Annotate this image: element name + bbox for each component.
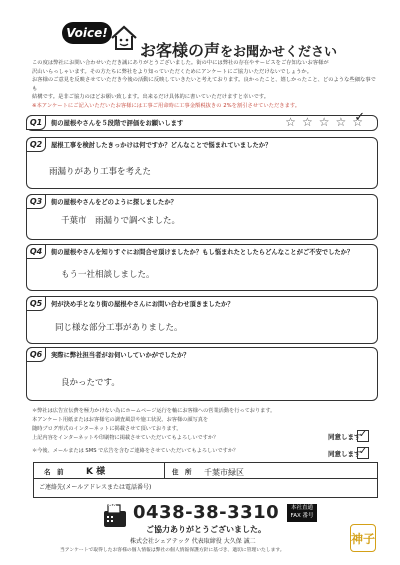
address-label: 住 所 [172,468,192,476]
contact-label: ご連絡先(メールアドレスまたは電話番号) [39,484,152,491]
direct-line2: FAX 番号 [290,513,314,519]
star-icon[interactable]: ☆ [335,115,347,129]
consent-notes [32,407,332,456]
question-block-q1 [26,115,378,131]
question-number: Q1 [26,115,46,130]
direct-line1: 本社直通 [290,505,313,511]
answer-text: もう一社相談しました。 [61,270,155,280]
intro-text [32,59,378,111]
address-value[interactable]: 千葉市緑区 [204,468,244,477]
star-icon[interactable]: ☆ [301,115,313,129]
agree-label-publish: 同意します [328,433,361,441]
agree-label-contact: 同意します [328,450,361,458]
title-main: お客様の声 [140,41,221,60]
intro-line: 沢山いらっしゃいます。その方たちに弊社をより知っていただくためにアンケートにご協力いただけないでしょうか。 [32,68,312,75]
note-line: 本アンケート用紙またはお客様宅の調査風景や施工状況、お客様の顔写真を [32,417,209,423]
question-text: 街の屋根やさんを５段階で評価をお願いします [51,120,184,127]
name-value[interactable]: K 様 [86,467,106,477]
company-name: 株式会社シェアテック 代表取締役 大久保 誠二 [130,538,256,545]
fax-number: 0438-38-3310 [133,502,280,523]
question-block-q6 [26,347,378,401]
note-line: ＊弊社は広告宣伝費を極力かけない為にホームページ运行を軸にお客様への営業活動を行っております。 [32,408,276,414]
rating-stars[interactable] [285,115,363,129]
question-number: Q6 [26,347,46,362]
answer-text: 雨漏りがあり工事を考えた [49,167,152,177]
customer-info-box [33,462,378,498]
star-icon-selected[interactable]: ☆ ✓ [352,115,363,129]
page-title [140,38,337,61]
question-block-q5 [26,296,378,344]
question-text: 屋根工事を検討したきっかけは何ですか？どんなことで悩まれていましたか？ [51,142,272,149]
note-line: ＊今後、メールまたは SMS で広告を含むご連絡をさせていただいてもよろしいですか？ [32,448,239,454]
note-line: 上記内容をインターネットや印刷物に掲載させていただいてもよろしいですか？ [32,435,219,441]
question-block-q4 [26,244,378,291]
intro-line: 結構です。是非ご協力のほどお願い致します。出来るだけ具体的に書いていただけますと幸いです。 [32,94,270,101]
answer-text: 千葉市 雨漏りで調べました。 [61,216,181,226]
intro-line: この度は弊社にお問い合わせいただき誠にありがとうございました。街の中には弊社の存在やサービスをご存知ないお客様が [32,60,329,66]
answer-text: 良かったです。 [61,378,120,388]
question-number: Q2 [26,137,46,152]
discount-note: ※本アンケートにご記入いただいたお客様には工事ご用命時に工事金額税抜きの 2%を割引させていただきます。 [32,102,301,109]
fax-label: FAX [105,502,117,508]
question-number: Q3 [26,194,46,209]
agree-checkbox-publish[interactable]: ✓ [358,429,368,440]
question-number: Q4 [26,244,46,259]
signature-stamp: 神子 [350,524,376,552]
name-label: 名 前 [44,468,64,476]
voice-badge: Voice! [62,22,112,44]
thanks-text: ご協力ありがとうございました。 [146,525,266,534]
question-text: 街の屋根やさんをどのように探しましたか？ [51,199,177,206]
question-block-q2 [26,137,378,189]
question-text: 実際に弊社担当者がお伺いしていかがでしたか？ [51,352,190,359]
privacy-footnote: 当アンケートで取得したお客様の個人情報は弊社の個人情報保護方針に基づき、適切に管理いたします。 [60,548,285,553]
note-line: 随時ブログ形式のインターネットに掲載させて頂いております。 [32,426,182,432]
title-rest: をお聞かせください [220,45,338,60]
intro-line: お客様のご意見を反映させていただき今後の活動に反映していきたいと考えております。良かったこと、嬉しかったこと、どのような些細な事でも [32,77,376,92]
direct-fax-badge [287,504,317,522]
question-number: Q5 [26,296,46,311]
star-icon[interactable]: ☆ [318,115,330,129]
answer-text: 同じ様な部分工事がありました。 [55,323,183,333]
question-block-q3 [26,194,378,240]
question-text: 何が決め手となり街の屋根やさんにお問い合わせ頂きましたか？ [51,301,234,308]
house-icon [110,24,138,52]
star-icon[interactable]: ☆ [285,115,296,129]
agree-checkbox-contact[interactable]: ✓ [358,446,368,457]
question-text: 街の屋根やさんを知りすぐにお問合せ頂けましたか？もし悩まれたとしたらどんなことがご不安でしたか？ [51,249,354,256]
